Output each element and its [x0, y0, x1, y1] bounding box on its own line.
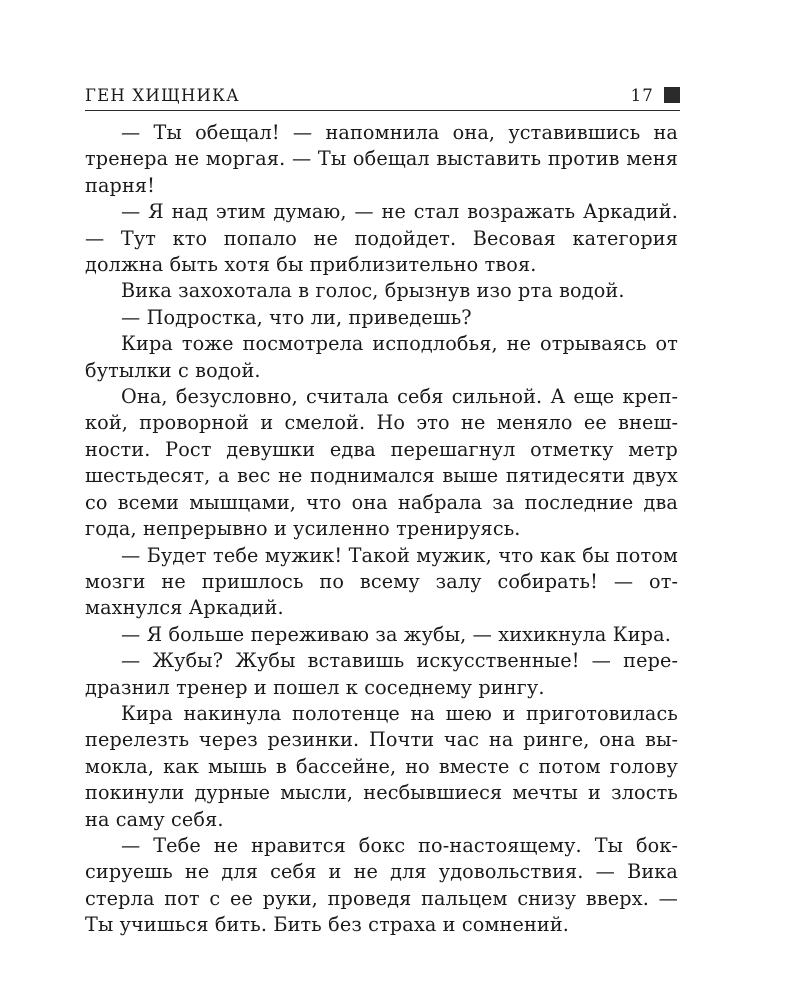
paragraph: Вика захохотала в голос, брызнув изо рта водой. [121, 279, 625, 303]
paragraph: Она, безусловно, считала себя сильной. А еще крепкой, проворной и смелой. Но это не меняло ее внешности. Рост девушки едва перешагнул отметку метр шестьдесят, а вес не поднимался выше пятидесяти двух со всеми мышцами, что она набрала за последние два года, непрерывно и усиленно тренируясь. [85, 385, 678, 541]
paragraph: Кира тоже посмотрела исподлобья, не отрываясь от бутылки с водой. [85, 332, 678, 382]
paragraph: — Будет тебе мужик! Такой мужик, что как бы потом мозги не пришлось по всему залу собирать! — отмахнулся Аркадий. [85, 543, 678, 620]
paragraph: — Я больше переживаю за жубы, — хихикнула Кира. [121, 622, 671, 646]
paragraph: — Подростка, что ли, приведешь? [121, 305, 472, 329]
running-head [85, 84, 680, 108]
paragraph: — Жубы? Жубы вставишь искусственные! — передразнил тренер и пошел к соседнему рингу. [85, 649, 678, 699]
paragraph: — Тебе не нравится бокс по-настоящему. Ты боксируешь не для себя и не для удовольствия. — Вика стерла пот с ее руки, проведя пальцем снизу вверх. — Ты учишься бить. Бить без страха и сомнений. [85, 833, 678, 937]
header-rule [85, 110, 680, 111]
paragraph: — Ты обещал! — напомнила она, уставившись на тренера не моргая. — Ты обещал выставить против меня парня! [85, 121, 678, 197]
paragraph: — Я над этим думаю, — не стал возражать Аркадий. — Тут кто попало не подойдет. Весовая категория должна быть хотя бы приблизительно твоя. [85, 200, 678, 277]
page-number: 17 [630, 86, 654, 105]
running-title: ГЕН ХИЩНИКА [85, 86, 240, 105]
body-text [85, 120, 678, 939]
paragraph: Кира накинула полотенце на шею и приготовилась перелезть через резинки. Почти час на ринге, она вымокла, как мышь в бассейне, но вместе с потом голову покинули дурные мысли, несбывшиеся мечты и злость на саму себя. [85, 701, 678, 831]
page-marker-square-icon [664, 87, 680, 103]
